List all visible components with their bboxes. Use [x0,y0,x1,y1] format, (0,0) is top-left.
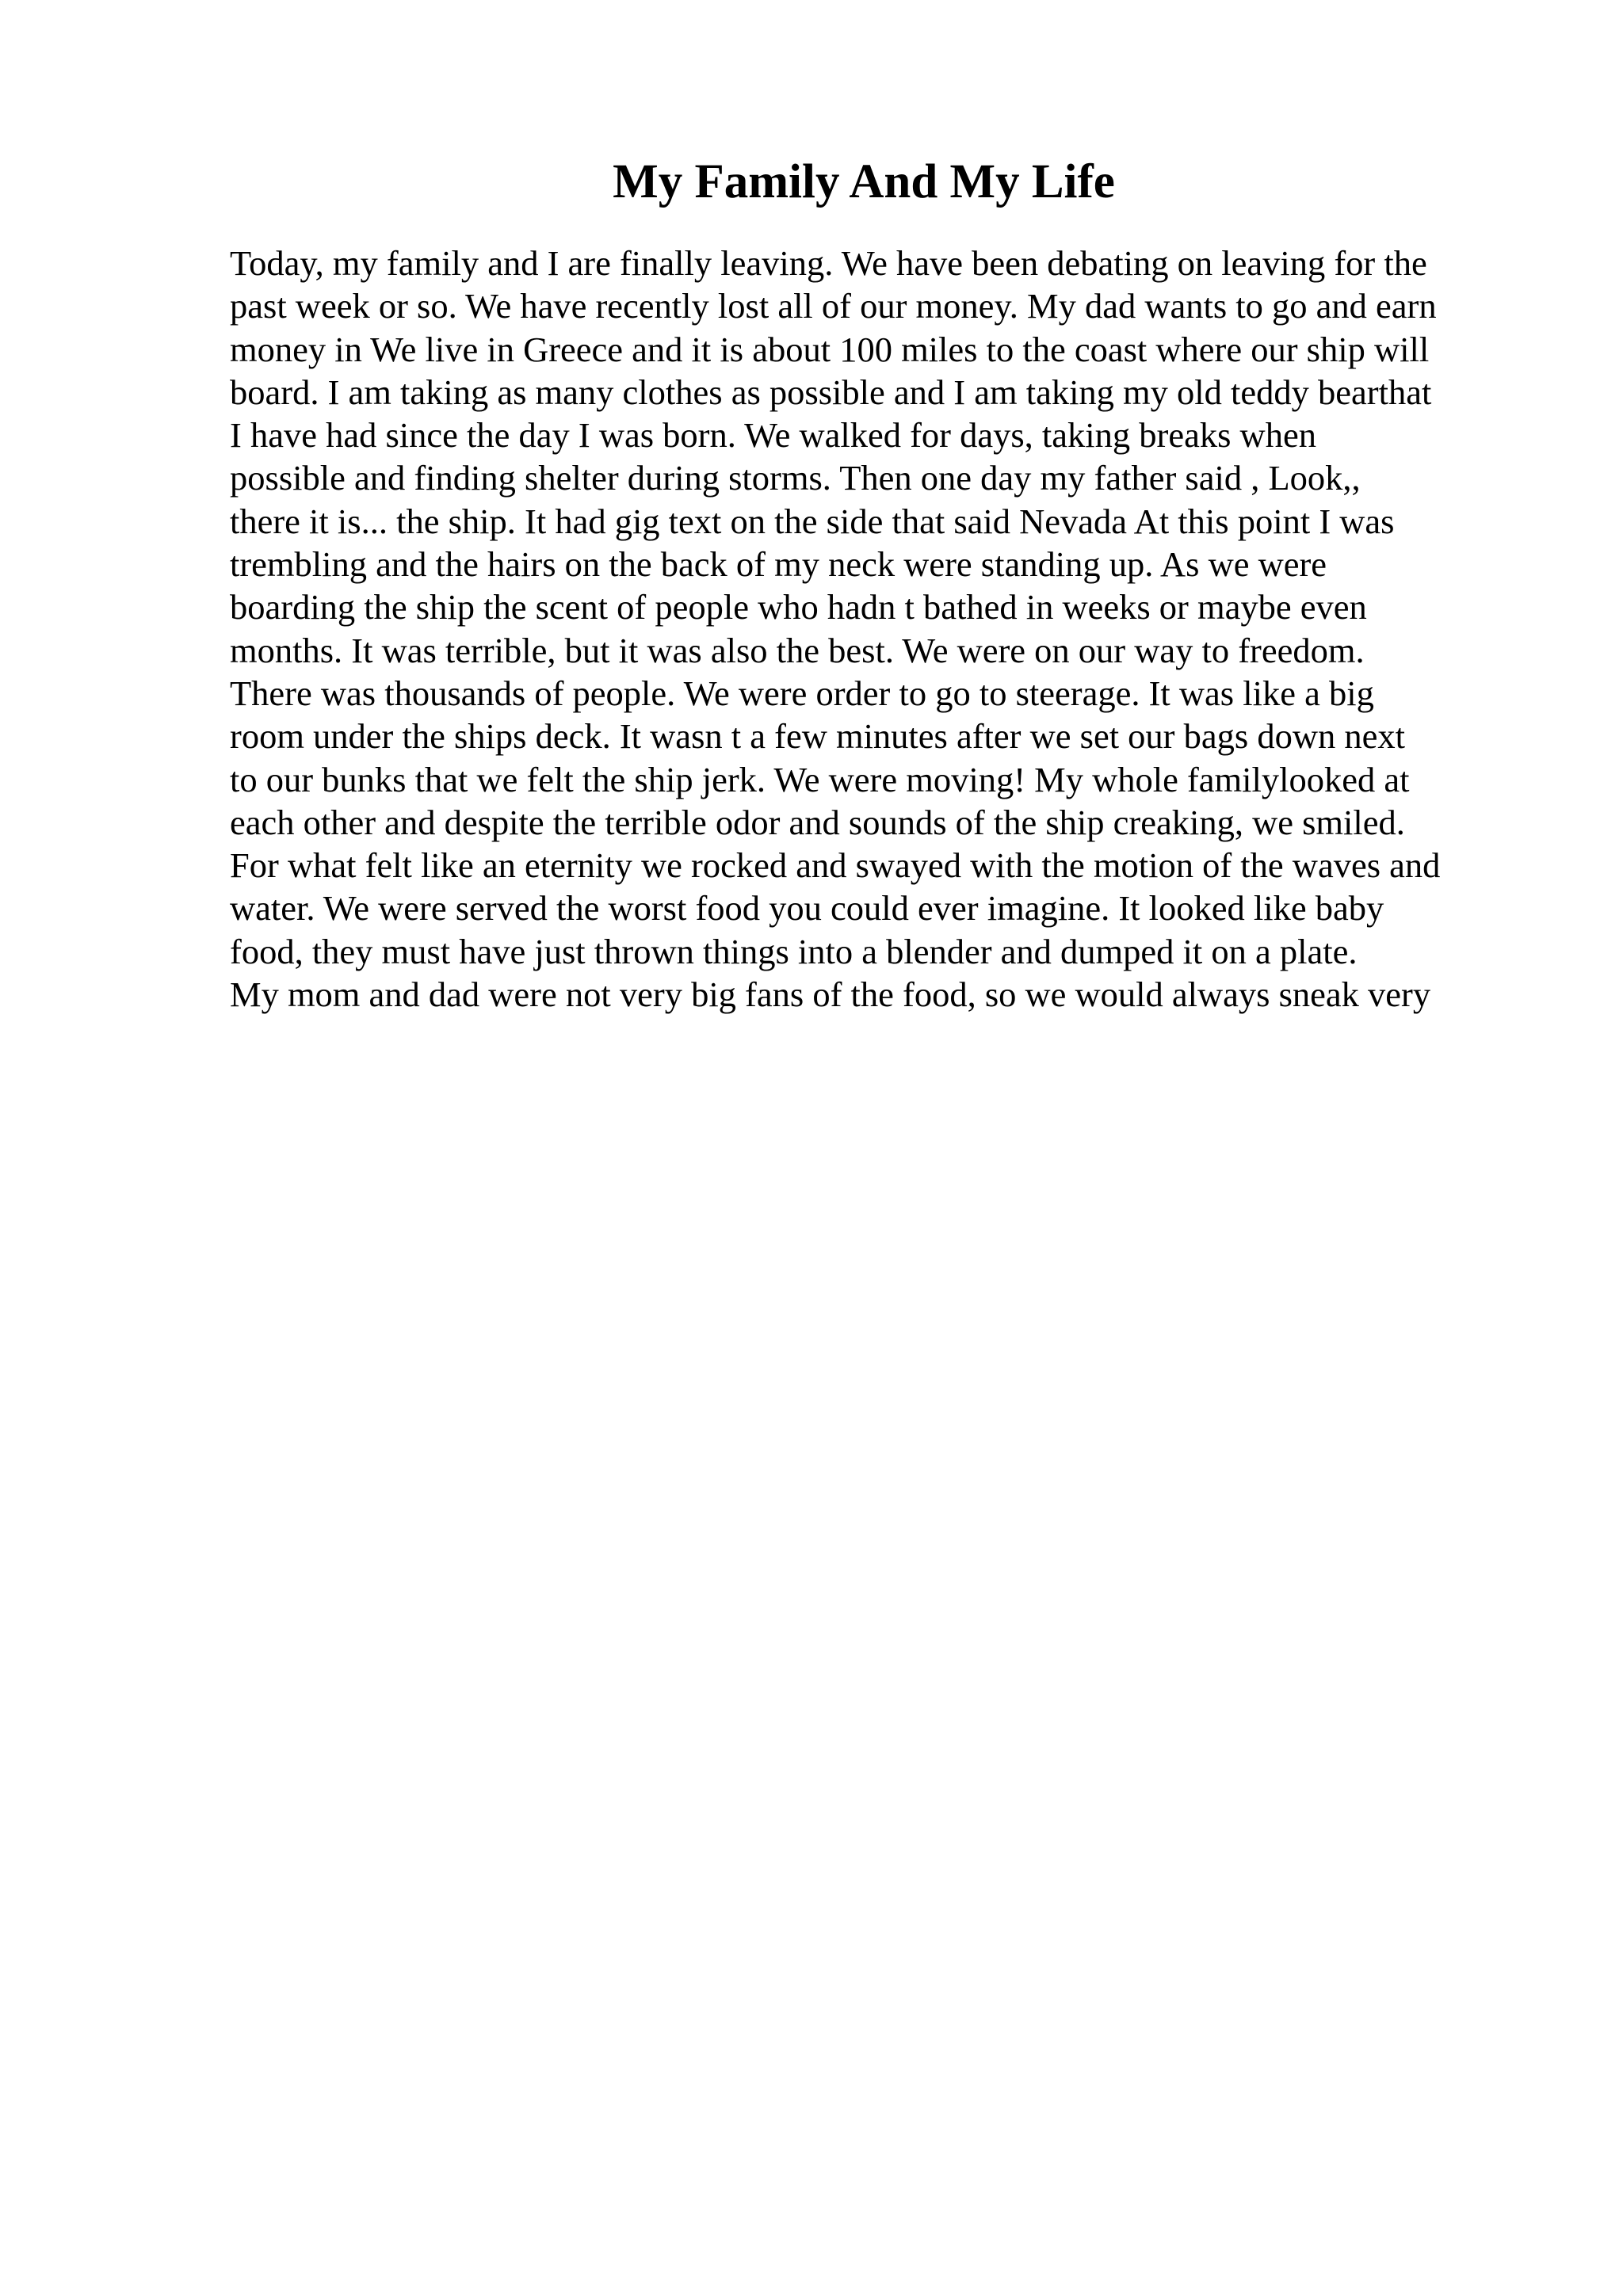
body-line: My mom and dad were not very big fans of the food, so we would always sneak very [230,974,1431,1015]
body-line: money in We live in Greece and it is about 100 miles to the coast where our ship will [230,329,1430,369]
body-line: boarding the ship the scent of people who hadn t bathed in weeks or maybe even [230,587,1367,627]
body-line: there it is... the ship. It had gig text on the side that said Nevada At this point I was [230,501,1395,541]
body-line: each other and despite the terrible odor and sounds of the ship creaking, we smiled. [230,802,1405,842]
body-line: trembling and the hairs on the back of my neck were standing up. As we were [230,544,1327,585]
document-body [230,242,1577,1016]
body-line: room under the ships deck. It wasn t a few minutes after we set our bags down next [230,716,1405,757]
body-line: water. We were served the worst food you could ever imagine. It looked like baby [230,888,1384,929]
body-line: months. It was terrible, but it was also the best. We were on our way to freedom. [230,630,1365,670]
body-line: past week or so. We have recently lost all of our money. My dad wants to go and earn [230,286,1437,326]
body-line: There was thousands of people. We were order to go to steerage. It was like a big [230,673,1374,713]
body-line: food, they must have just thrown things into a blender and dumped it on a plate. [230,931,1358,971]
body-line: to our bunks that we felt the ship jerk. We were moving! My whole familylooked at [230,759,1410,799]
body-line: Today, my family and I are finally leaving. We have been debating on leaving for the [230,243,1427,283]
document-title: My Family And My Life [613,155,1115,208]
body-line: possible and finding shelter during storms. Then one day my father said , Look,, [230,458,1361,498]
body-line: I have had since the day I was born. We walked for days, taking breaks when [230,415,1316,456]
body-line: For what felt like an eternity we rocked and swayed with the motion of the waves and [230,845,1441,886]
body-line: board. I am taking as many clothes as possible and I am taking my old teddy bearthat [230,372,1432,412]
